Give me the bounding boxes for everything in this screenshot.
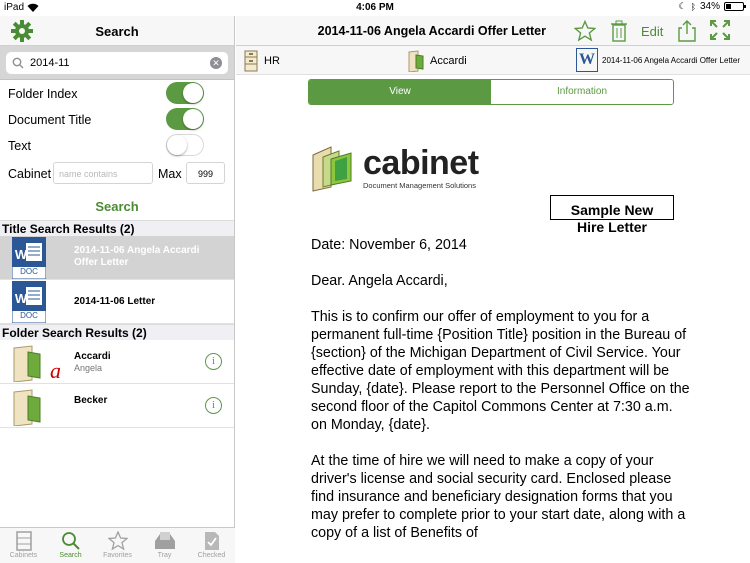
- battery-percent: 34%: [699, 1, 720, 12]
- letter-box-title: Sample New: [550, 195, 674, 220]
- trash-icon[interactable]: [610, 20, 628, 42]
- max-label: Max: [158, 167, 182, 181]
- tab-label: Checked: [197, 552, 226, 559]
- folder-index-toggle[interactable]: [166, 82, 204, 104]
- letter-paragraph: At the time of hire we will need to make a copy of your driver's license and social security card. Enclosed please find insurance and beneficiary designation forms that you may prefer to complete prior to your start date, along with a copy of a list of Benefits of: [311, 453, 686, 541]
- tab-label: Search: [59, 552, 82, 559]
- logo-tagline: Document Management Solutions: [363, 180, 476, 190]
- option-text: [0, 132, 234, 158]
- title-result-row[interactable]: [0, 236, 234, 280]
- tab-bar: [0, 527, 235, 563]
- tray-icon: [154, 531, 176, 551]
- search-button[interactable]: Search: [95, 199, 139, 214]
- cabinet-filter-row: [0, 158, 234, 188]
- cabinet-icon: [244, 50, 258, 72]
- info-icon[interactable]: i: [205, 397, 222, 414]
- option-label: Document Title: [8, 113, 92, 127]
- fullscreen-icon[interactable]: [710, 20, 730, 40]
- tab-tray[interactable]: [141, 528, 188, 563]
- title-results-header: Title Search Results (2): [0, 220, 234, 236]
- search-icon: [61, 531, 81, 551]
- logo-word: cabinet: [363, 143, 479, 182]
- tab-checked[interactable]: [188, 528, 235, 563]
- document-viewer: [236, 16, 750, 563]
- device-label: iPad: [4, 2, 25, 13]
- option-label: Text: [8, 139, 31, 153]
- breadcrumb-label: 2014-11-06 Angela Accardi Offer Letter: [602, 55, 741, 65]
- bluetooth-icon: ᛒ: [690, 1, 696, 12]
- info-icon[interactable]: i: [205, 353, 222, 370]
- status-bar: [0, 0, 750, 16]
- tab-label: Favorites: [103, 552, 132, 559]
- title-result-row[interactable]: [0, 280, 234, 324]
- svg-text:W: W: [14, 247, 28, 262]
- share-icon[interactable]: [678, 20, 696, 42]
- breadcrumb-label: Accardi: [430, 55, 467, 67]
- clear-search-icon[interactable]: ✕: [210, 57, 222, 69]
- cabinet-logo: [311, 143, 479, 193]
- search-sidebar: [0, 16, 235, 563]
- search-bar: [6, 52, 228, 74]
- result-title: 2014-11-06 Angela Accardi Offer Letter: [74, 245, 200, 268]
- tab-label: Cabinets: [9, 552, 38, 559]
- folder-result-row[interactable]: [0, 384, 234, 428]
- checked-out-icon: [203, 531, 221, 551]
- breadcrumb: [236, 46, 750, 75]
- word-doc-icon: W: [576, 48, 598, 72]
- cabinet-name-input[interactable]: name contains: [53, 162, 153, 184]
- tab-search[interactable]: [47, 528, 94, 563]
- option-document-title: [0, 106, 234, 132]
- tab-cabinets[interactable]: [0, 528, 47, 563]
- tab-view[interactable]: View: [309, 80, 491, 104]
- doc-badge: DOC: [20, 311, 38, 320]
- breadcrumb-document[interactable]: [576, 48, 740, 72]
- folder-result-row[interactable]: [0, 340, 234, 384]
- moon-icon: ☾: [678, 1, 687, 11]
- option-label: Folder Index: [8, 87, 78, 101]
- letter-date: Date: November 6, 2014: [311, 237, 467, 253]
- search-icon: [12, 57, 24, 69]
- breadcrumb-folder[interactable]: [408, 50, 467, 72]
- document-title-toggle[interactable]: [166, 108, 204, 130]
- tab-label: Tray: [157, 552, 172, 559]
- folder-icon: [12, 344, 42, 382]
- edit-button[interactable]: Edit: [641, 24, 664, 39]
- view-segmented-control: [308, 79, 674, 105]
- folder-results-header: Folder Search Results (2): [0, 324, 234, 340]
- battery-icon: [724, 2, 744, 11]
- document-page: [236, 108, 750, 563]
- folder-icon: [12, 388, 42, 426]
- result-title: 2014-11-06 Letter: [74, 296, 156, 307]
- result-title: Accardi: [74, 351, 111, 362]
- text-toggle[interactable]: [166, 134, 204, 156]
- star-icon: [108, 531, 128, 551]
- folder-badge: a: [50, 358, 61, 383]
- letter-box-subtitle: Hire Letter: [576, 219, 648, 235]
- letter-salutation: Dear. Angela Accardi,: [311, 273, 448, 289]
- folder-icon: [408, 50, 424, 72]
- letter-paragraph: This is to confirm our offer of employment to you for a permanent full-time {Position Title} position in the Bureau of {section} of the Michigan Department of Civil Service. Your effective date of employment with this department will be Sunday, {date}. Please report to the Personnel Office on the second floor of the Capitol Commons Center at 7:30 a.m. on Monday, {date}.: [311, 309, 690, 433]
- result-subtitle: Angela: [74, 363, 103, 373]
- svg-text:W: W: [14, 291, 28, 306]
- breadcrumb-cabinet[interactable]: [244, 50, 280, 72]
- cabinet-logo-icon: [311, 143, 355, 193]
- cabinet-icon: [15, 531, 33, 551]
- cabinet-label: Cabinet: [8, 167, 52, 181]
- result-title: Becker: [74, 395, 108, 406]
- max-input[interactable]: 999: [186, 162, 225, 184]
- search-input[interactable]: [30, 57, 210, 69]
- document-title: 2014-11-06 Angela Accardi Offer Letter: [317, 24, 546, 38]
- sidebar-title: Search: [95, 24, 139, 39]
- tab-favorites[interactable]: [94, 528, 141, 563]
- doc-badge: DOC: [20, 267, 38, 276]
- tab-information[interactable]: Information: [491, 80, 673, 104]
- viewer-header: [236, 16, 750, 46]
- breadcrumb-label: HR: [264, 55, 280, 67]
- search-bar-container: [0, 46, 234, 80]
- star-icon[interactable]: [574, 20, 596, 42]
- option-folder-index: [0, 80, 234, 106]
- letter-body: [311, 236, 691, 560]
- clock: 4:06 PM: [356, 2, 394, 13]
- sidebar-header: [0, 16, 234, 46]
